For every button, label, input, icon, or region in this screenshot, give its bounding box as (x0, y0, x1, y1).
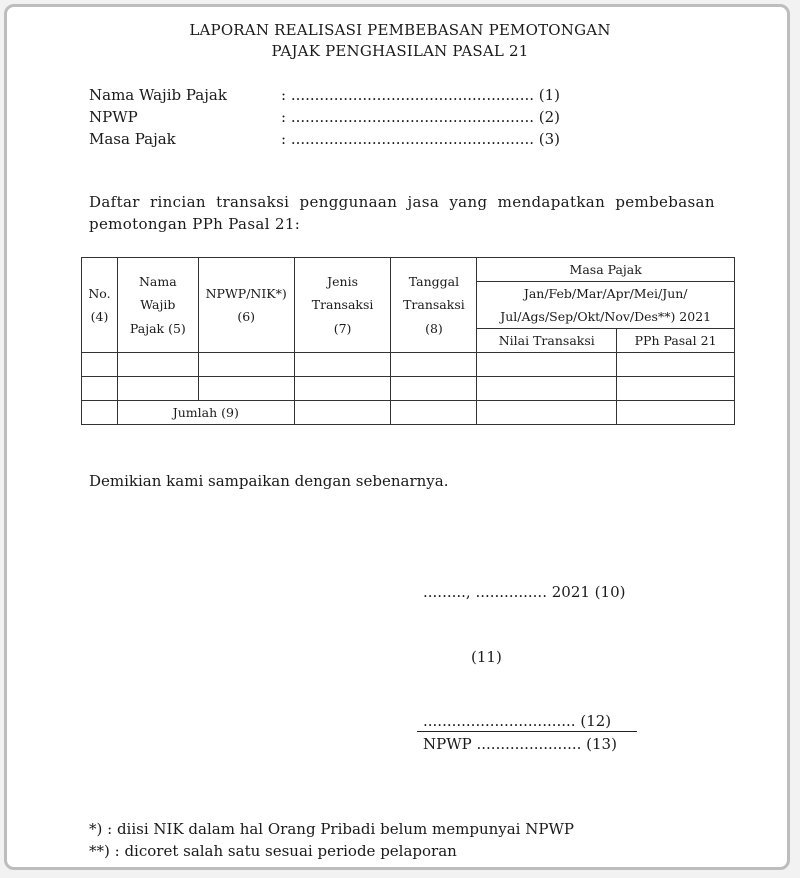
table-row (82, 353, 735, 377)
field-value-npwp: : ................................................... (2) (281, 108, 561, 126)
header-npwp-number: (6) (237, 309, 256, 324)
table-cell (198, 377, 294, 401)
header-nilai-transaksi: Nilai Transaksi (477, 329, 617, 353)
table-cell (477, 377, 617, 401)
footnote-1: *) : diisi NIK dalam hal Orang Pribadi belum mempunyai NPWP (89, 820, 574, 838)
signature-npwp: NPWP ...................... (13) (423, 735, 617, 753)
table-cell (82, 353, 118, 377)
table-cell (82, 377, 118, 401)
document-page (4, 4, 790, 870)
table-row (82, 377, 735, 401)
header-npwp-nik (198, 258, 294, 353)
header-pph-pasal-21: PPh Pasal 21 (617, 329, 735, 353)
header-no-number: (4) (90, 309, 109, 324)
footnote-2: **) : dicoret salah satu sesuai periode pelaporan (89, 842, 457, 860)
header-tanggal-number: (8) (425, 320, 443, 336)
header-tanggal-line-2: Transaksi (403, 297, 465, 313)
header-tanggal-transaksi (391, 258, 477, 353)
header-jenis-line-2: Transaksi (311, 297, 374, 313)
signature-underline (417, 731, 637, 732)
field-label-npwp: NPWP (89, 108, 138, 126)
table-cell (617, 377, 735, 401)
header-masa-pajak: Masa Pajak (477, 258, 735, 282)
signature-name: ................................ (12) (423, 712, 612, 730)
header-months-line-2: Jul/Ags/Sep/Okt/Nov/Des**) 2021 (477, 305, 735, 329)
table-cell (391, 353, 477, 377)
table-cell (294, 401, 391, 425)
table-cell (391, 377, 477, 401)
table-cell (117, 353, 198, 377)
table-cell (617, 353, 735, 377)
closing-statement: Demikian kami sampaikan dengan sebenarnya. (89, 472, 449, 490)
table-cell (82, 401, 118, 425)
header-no-label: No. (88, 286, 111, 301)
header-npwp-label: NPWP/NIK*) (205, 286, 287, 301)
intro-line-2: pemotongan PPh Pasal 21: (89, 215, 301, 233)
field-label-masa-pajak: Masa Pajak (89, 130, 176, 148)
document-title-line-1: LAPORAN REALISASI PEMBEBASAN PEMOTONGAN (189, 21, 611, 39)
signature-mark: (11) (471, 648, 502, 666)
table-cell (391, 401, 477, 425)
table-cell (477, 401, 617, 425)
table-row-jumlah (82, 401, 735, 425)
header-tanggal-line-1: Tanggal (408, 273, 460, 289)
header-nama-line-3: Pajak (5) (129, 320, 186, 336)
table-cell (198, 353, 294, 377)
table-cell (294, 377, 391, 401)
jumlah-label: Jumlah (9) (117, 401, 294, 425)
table-cell (617, 401, 735, 425)
header-jenis-transaksi (294, 258, 391, 353)
intro-line-1: Daftar rincian transaksi penggunaan jasa yang mendapatkan pembebasan (89, 193, 715, 211)
document-title-line-2: PAJAK PENGHASILAN PASAL 21 (271, 42, 529, 60)
header-nama-wajib-pajak (117, 258, 198, 353)
header-months-line-1: Jan/Feb/Mar/Apr/Mei/Jun/ (477, 282, 735, 306)
header-no (82, 258, 118, 353)
signature-place-date: ........., ............... 2021 (10) (423, 583, 626, 601)
header-jenis-number: (7) (333, 320, 352, 336)
header-jenis-line-1: Jenis (327, 273, 358, 289)
field-value-masa-pajak: : ................................................... (3) (281, 130, 561, 148)
field-value-nama-wajib-pajak: : ................................................... (1) (281, 86, 561, 104)
header-nama-line-1: Nama (138, 273, 177, 289)
transaction-table (81, 257, 735, 425)
table-cell (477, 353, 617, 377)
table-cell (294, 353, 391, 377)
table-cell (117, 377, 198, 401)
header-nama-line-2: Wajib (140, 297, 176, 313)
field-label-nama-wajib-pajak: Nama Wajib Pajak (89, 86, 227, 104)
